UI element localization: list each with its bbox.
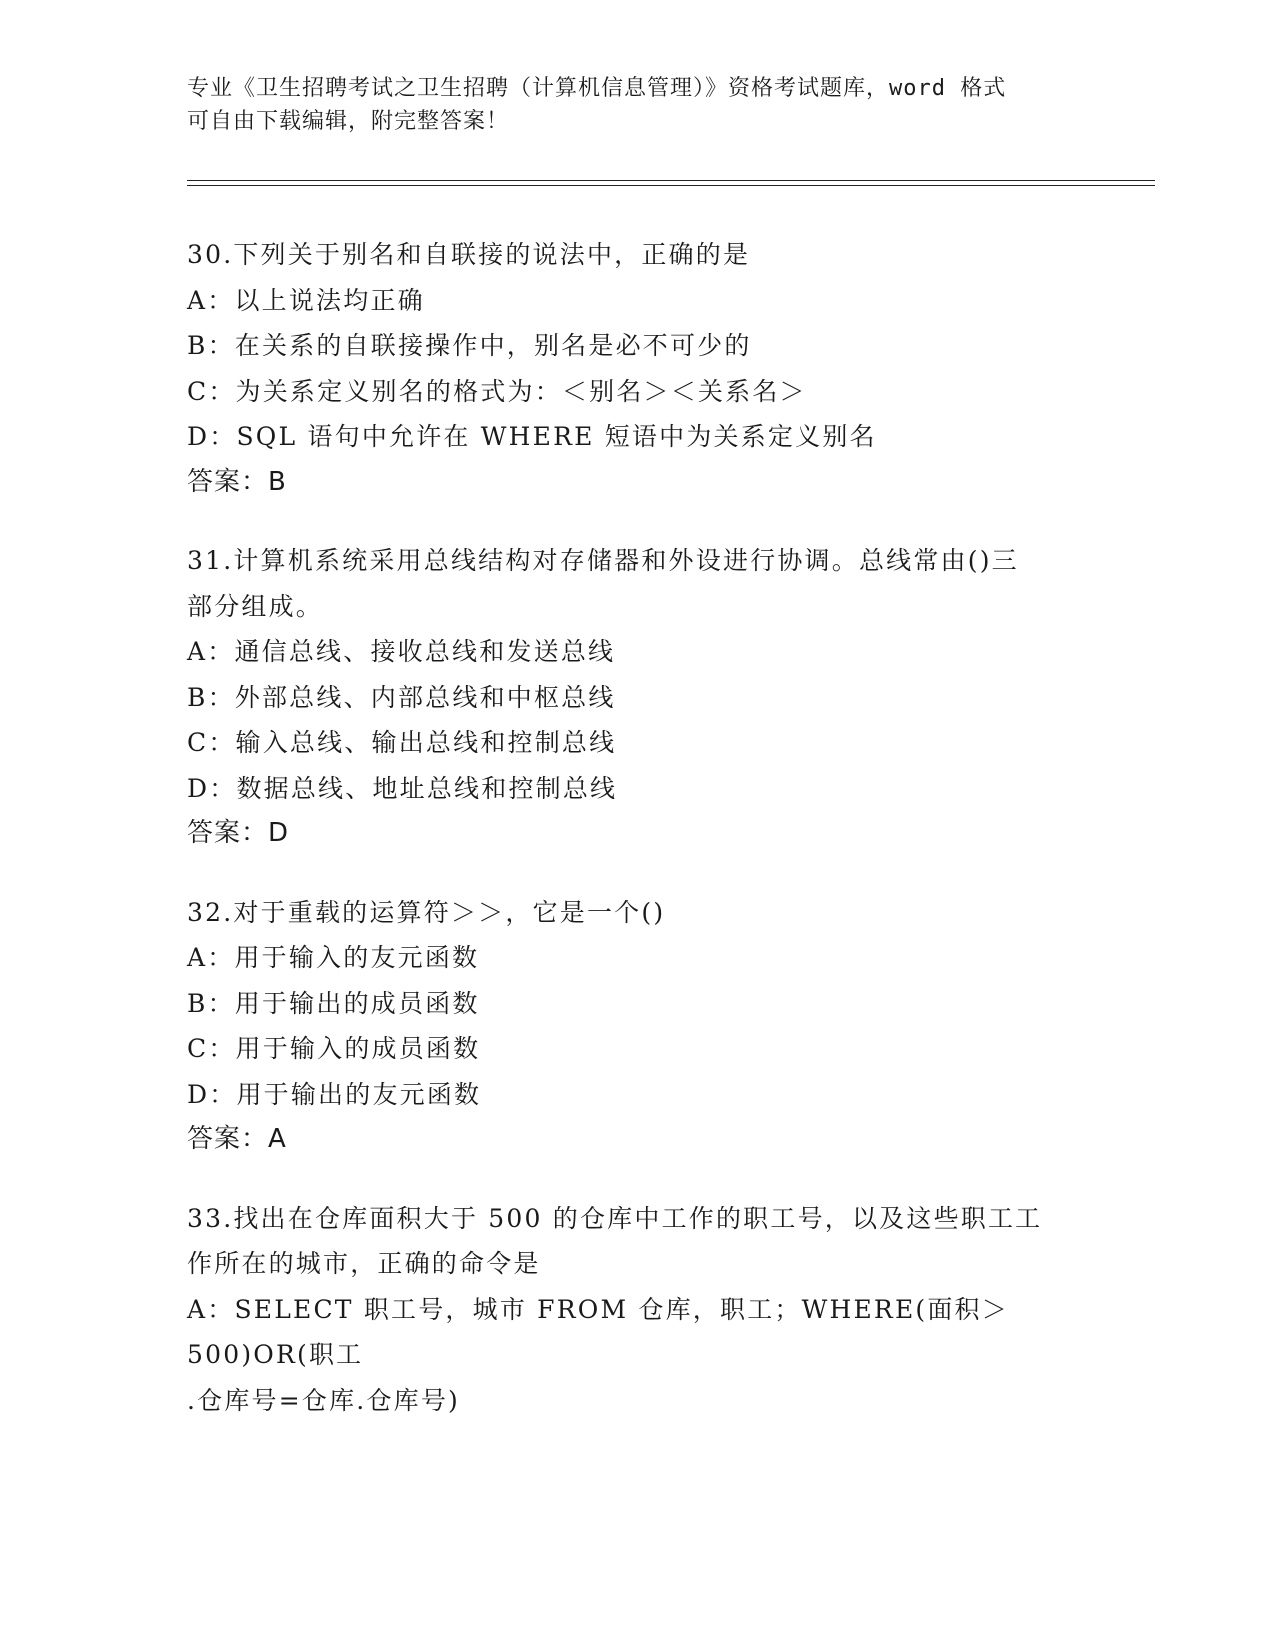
question-list bbox=[187, 232, 1087, 1456]
option-d: D：数据总线、地址总线和控制总线 bbox=[187, 773, 618, 803]
option-d: D：SQL 语句中允许在 WHERE 短语中为关系定义别名 bbox=[187, 422, 877, 451]
answer-label: 答案：A bbox=[187, 1124, 287, 1154]
header-divider-top bbox=[187, 180, 1155, 181]
option-a-continued: .仓库号=仓库.仓库号) bbox=[187, 1385, 460, 1415]
question-stem: 30.下列关于别名和自联接的说法中，正确的是 bbox=[187, 240, 751, 269]
question-stem-continued: 部分组成。 bbox=[187, 591, 324, 621]
option-a: A：用于输入的友元函数 bbox=[187, 943, 480, 972]
question-stem: 31.计算机系统采用总线结构对存储器和外设进行协调。总线常由()三 bbox=[187, 546, 1019, 575]
option-c: C：为关系定义别名的格式为：＜别名＞＜关系名＞ bbox=[187, 376, 807, 406]
option-d: D：用于输出的友元函数 bbox=[187, 1079, 482, 1109]
option-a: A：SELECT 职工号，城市 FROM 仓库，职工；WHERE(面积＞500)OR(职工 bbox=[187, 1294, 1009, 1369]
answer-label: 答案：B bbox=[187, 466, 287, 497]
header-line-2: 可自由下载编辑，附完整答案！ bbox=[187, 109, 510, 134]
option-b: B：外部总线、内部总线和中枢总线 bbox=[187, 682, 616, 712]
question-33 bbox=[187, 1196, 1087, 1424]
option-b: B：用于输出的成员函数 bbox=[187, 988, 480, 1018]
question-30 bbox=[187, 232, 1087, 505]
question-32 bbox=[187, 890, 1087, 1163]
question-stem: 32.对于重载的运算符＞＞，它是一个() bbox=[187, 897, 666, 927]
option-a: A：以上说法均正确 bbox=[187, 285, 425, 315]
header-divider-bottom bbox=[187, 185, 1155, 186]
answer-label: 答案：D bbox=[187, 818, 290, 848]
option-c: C：输入总线、输出总线和控制总线 bbox=[187, 728, 617, 757]
question-stem: 33.找出在仓库面积大于 500 的仓库中工作的职工号，以及这些职工工 bbox=[187, 1203, 1043, 1233]
option-c: C：用于输入的成员函数 bbox=[187, 1034, 481, 1063]
question-31 bbox=[187, 538, 1087, 857]
question-stem-continued: 作所在的城市，正确的命令是 bbox=[187, 1249, 541, 1278]
header-line-1: 专业《卫生招聘考试之卫生招聘（计算机信息管理）》资格考试题库，word 格式 bbox=[187, 76, 1007, 101]
document-header bbox=[187, 72, 1087, 138]
option-a: A：通信总线、接收总线和发送总线 bbox=[187, 637, 616, 666]
option-b: B：在关系的自联接操作中，别名是必不可少的 bbox=[187, 331, 752, 360]
